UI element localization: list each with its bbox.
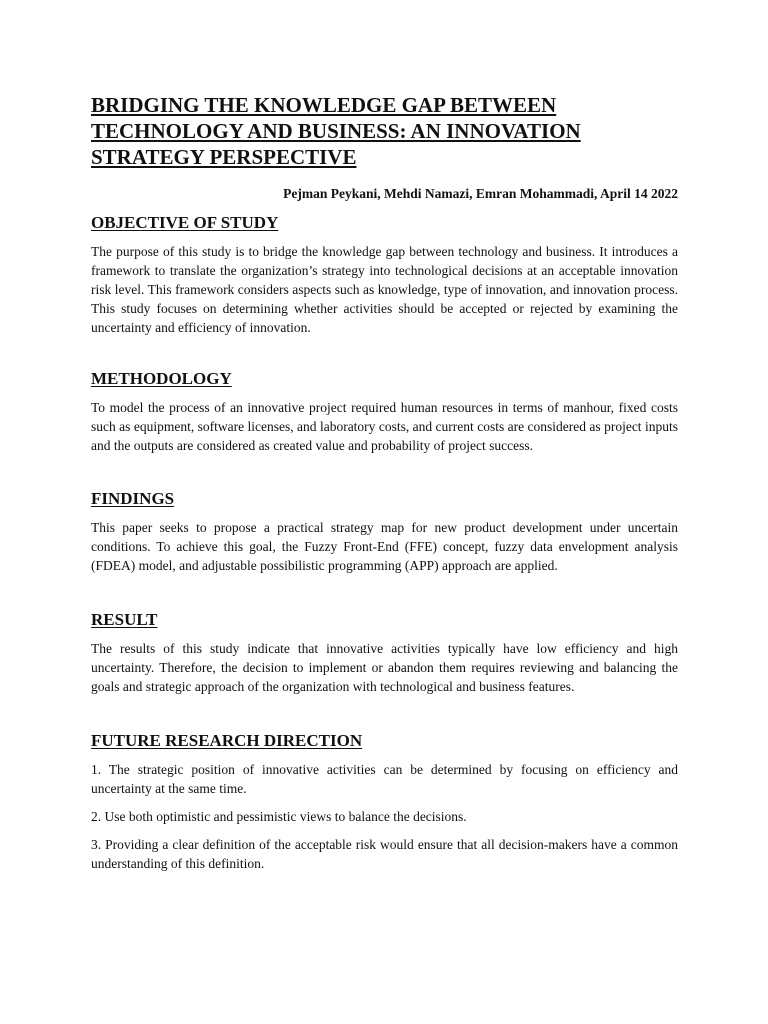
list-item: 3. Providing a clear definition of the acceptable risk would ensure that all decision-makers have a common understanding of this definition.: [91, 837, 678, 871]
section-methodology: [91, 368, 678, 455]
section-heading-findings: FINDINGS: [91, 489, 175, 508]
section-heading-future-research: FUTURE RESEARCH DIRECTION: [91, 731, 363, 750]
section-text-findings: This paper seeks to propose a practical strategy map for new product development under uncertain conditions. To achieve this goal, the Fuzzy Front-End (FFE) concept, fuzzy data envelopment analysis (FDEA) model, and adjustable possibilistic programming (APP) approach are applied.: [91, 520, 678, 573]
list-item: 2. Use both optimistic and pessimistic views to balance the decisions.: [91, 809, 467, 824]
section-text-objective: The purpose of this study is to bridge the knowledge gap between technology and business. It introduces a framework to translate the organization’s strategy into technological decisions at an acceptable innovation risk level. This framework considers aspects such as knowledge, type of innovation, and innovation process. This study focuses on determining whether activities should be accepted or rejected by examining the uncertainty and efficiency of innovation.: [91, 244, 678, 335]
future-research-list: [91, 760, 678, 873]
list-item: 1. The strategic position of innovative activities can be determined by focusing on efficiency and uncertainty at the same time.: [91, 762, 678, 796]
section-text-methodology: To model the process of an innovative project required human resources in terms of manhour, fixed costs such as equipment, software licenses, and laboratory costs, and current costs are considered as project inputs and the outputs are considered as created value and probability of project success.: [91, 400, 678, 453]
section-heading-methodology: METHODOLOGY: [91, 369, 232, 388]
document-page: [91, 92, 678, 882]
section-objective: [91, 212, 678, 337]
author-line: Pejman Peykani, Mehdi Namazi, Emran Mohammadi, April 14 2022: [283, 186, 678, 201]
section-heading-objective: OBJECTIVE OF STUDY: [91, 213, 279, 232]
section-heading-result: RESULT: [91, 610, 158, 629]
section-future-research: [91, 730, 678, 873]
document-title: BRIDGING THE KNOWLEDGE GAP BETWEEN TECHNOLOGY AND BUSINESS: AN INNOVATION STRATEGY PERSPECTIVE: [91, 93, 581, 169]
section-result: [91, 609, 678, 696]
section-text-result: The results of this study indicate that innovative activities typically have low efficiency and high uncertainty. Therefore, the decision to implement or abandon them requires reviewing and balancing the goals and strategic approach of the organization with technological and business features.: [91, 641, 678, 694]
section-findings: [91, 488, 678, 575]
